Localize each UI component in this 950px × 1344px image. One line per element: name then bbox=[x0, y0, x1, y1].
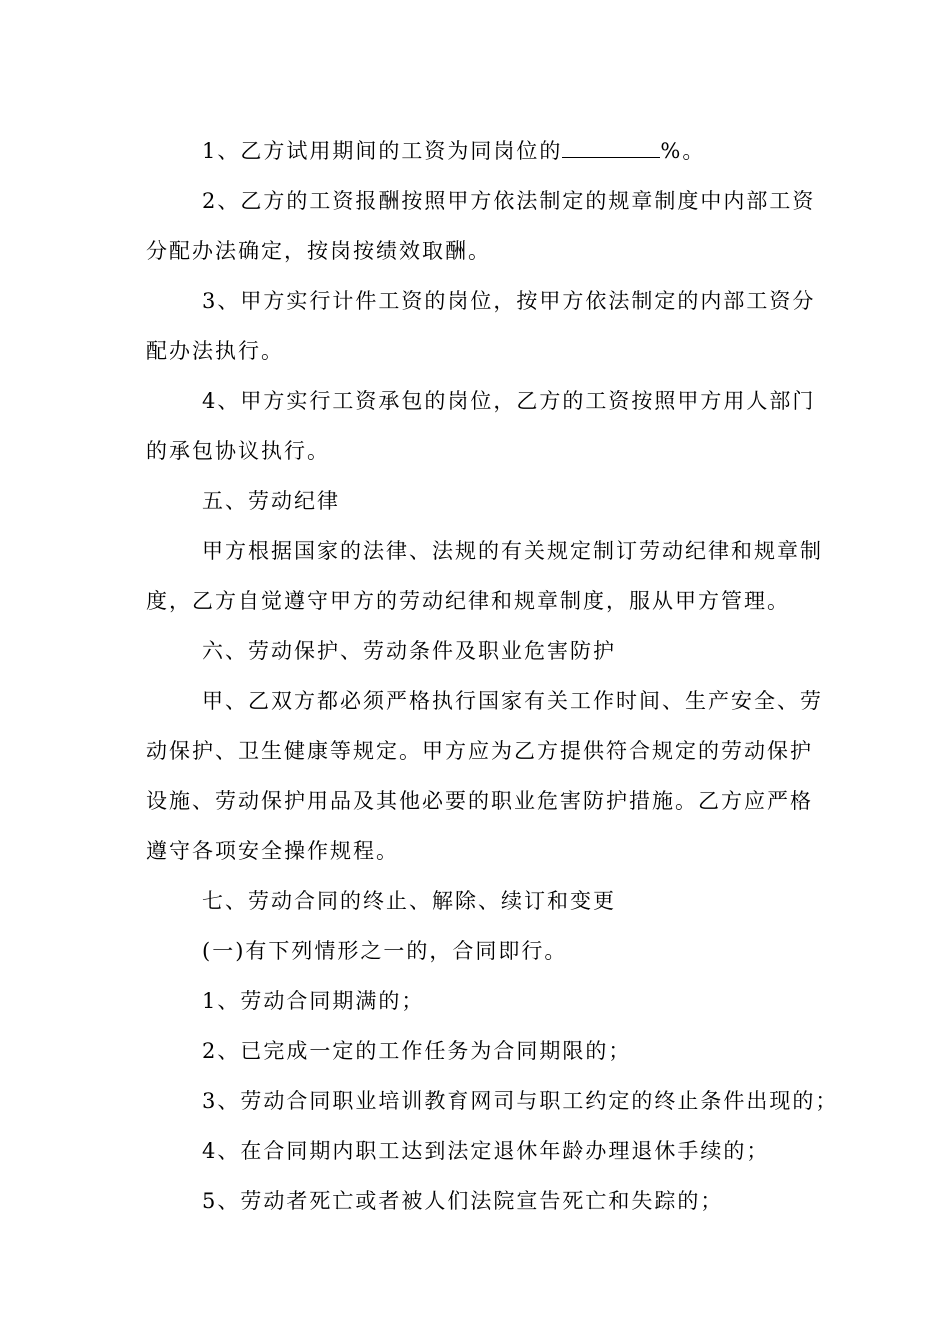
section-6-line-3: 设施、劳动保护用品及其他必要的职业危害防护措施。乙方应严格 bbox=[146, 789, 813, 813]
document-body bbox=[146, 132, 839, 1232]
section-6-line-2: 动保护、卫生健康等规定。甲方应为乙方提供符合规定的劳动保护 bbox=[146, 739, 813, 763]
section-6-heading: 六、劳动保护、劳动条件及职业危害防护 bbox=[202, 639, 616, 663]
clause-3-line-2: 配办法执行。 bbox=[146, 339, 284, 363]
clause-3-line-1: 3、甲方实行计件工资的岗位，按甲方依法制定的内部工资分 bbox=[202, 289, 816, 313]
list-item-1: 1、劳动合同期满的； bbox=[202, 989, 425, 1013]
clause-4-line-2: 的承包协议执行。 bbox=[146, 439, 330, 463]
section-6-line-1: 甲、乙双方都必须严格执行国家有关工作时间、生产安全、劳 bbox=[202, 689, 823, 713]
list-item-3: 3、劳动合同职业培训教育网司与职工约定的终止条件出现的； bbox=[202, 1089, 839, 1113]
clause-2-line-2: 分配办法确定，按岗按绩效取酬。 bbox=[146, 239, 491, 263]
list-item-2: 2、已完成一定的工作任务为合同期限的； bbox=[202, 1039, 632, 1063]
clause-1-text: 1、乙方试用期间的工资为同岗位的 bbox=[202, 139, 563, 163]
clause-1 bbox=[146, 132, 806, 182]
section-5-line-1: 甲方根据国家的法律、法规的有关规定制订劳动纪律和规章制 bbox=[202, 539, 823, 563]
clause-2-line-1: 2、乙方的工资报酬按照甲方依法制定的规章制度中内部工资 bbox=[202, 189, 816, 213]
fill-in-blank bbox=[562, 135, 660, 158]
clause-4-line-1: 4、甲方实行工资承包的岗位，乙方的工资按照甲方用人部门 bbox=[202, 389, 816, 413]
section-7-heading: 七、劳动合同的终止、解除、续订和变更 bbox=[202, 889, 616, 913]
list-item-4: 4、在合同期内职工达到法定退休年龄办理退休手续的； bbox=[202, 1139, 770, 1163]
section-5-heading: 五、劳动纪律 bbox=[202, 489, 340, 513]
section-6-line-4: 遵守各项安全操作规程。 bbox=[146, 839, 399, 863]
clause-1-suffix: %。 bbox=[660, 139, 706, 163]
section-5-line-2: 度，乙方自觉遵守甲方的劳动纪律和规章制度，服从甲方管理。 bbox=[146, 589, 790, 613]
subsection-1-heading: (一)有下列情形之一的，合同即行。 bbox=[202, 939, 568, 963]
list-item-5: 5、劳动者死亡或者被人们法院宣告死亡和失踪的； bbox=[202, 1189, 724, 1213]
